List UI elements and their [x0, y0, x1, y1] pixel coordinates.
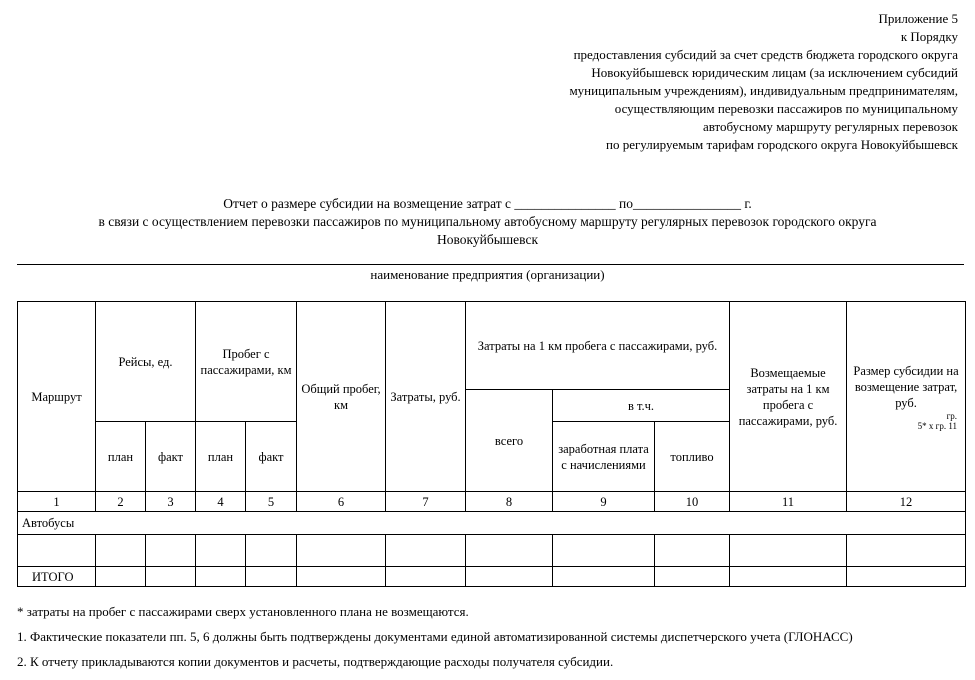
col-mileage-pass-header: Пробег с пассажирами, км — [196, 302, 297, 422]
total-row — [18, 567, 966, 587]
section-buses-label: Автобусы — [18, 512, 966, 535]
appendix-header — [569, 10, 958, 154]
table-cell[interactable] — [847, 535, 966, 567]
col-mileage-plan: план — [196, 422, 246, 492]
table-cell[interactable] — [297, 535, 386, 567]
col-trips-header: Рейсы, ед. — [96, 302, 196, 422]
table-cell[interactable] — [96, 567, 146, 587]
report-table — [17, 301, 966, 587]
section-row — [18, 512, 966, 535]
subsidy-gr: гр. — [946, 410, 958, 421]
report-title-line2: в связи с осуществлением перевозки пассажиров по муниципальному автобусному маршруту регулярных перевозок городского округа — [98, 214, 877, 229]
table-cell[interactable] — [297, 567, 386, 587]
table-row — [18, 535, 966, 567]
column-number: 1 — [18, 492, 96, 512]
column-number: 2 — [96, 492, 146, 512]
column-number: 10 — [655, 492, 730, 512]
table-cell[interactable] — [386, 567, 466, 587]
header-line: предоставления субсидий за счет средств бюджета городского округа — [573, 47, 958, 62]
table-cell[interactable] — [847, 567, 966, 587]
table-cell[interactable] — [655, 567, 730, 587]
org-name-line — [17, 264, 964, 265]
col-costs-header: Затраты, руб. — [386, 302, 466, 492]
table-cell[interactable] — [466, 567, 553, 587]
col-mileage-fact: факт — [246, 422, 297, 492]
table-cell[interactable] — [553, 535, 655, 567]
header-line: осуществляющим перевозки пассажиров по муниципальному — [614, 101, 958, 116]
column-number-row — [18, 492, 966, 512]
table-cell[interactable] — [18, 535, 96, 567]
report-title-line3: Новокуйбышевск — [436, 232, 539, 247]
table-cell[interactable] — [466, 535, 553, 567]
col-costs-per-km-header: Затраты на 1 км пробега с пассажирами, руб. — [466, 302, 730, 390]
col-salary-header: заработная плата с начислениями — [553, 422, 655, 492]
col-trips-fact: факт — [146, 422, 196, 492]
table-cell[interactable] — [246, 535, 297, 567]
header-line: муниципальным учреждениям), индивидуальным предпринимателям, — [569, 83, 958, 98]
table-cell[interactable] — [146, 567, 196, 587]
org-name-caption: наименование предприятия (организации) — [370, 267, 605, 282]
table-cell[interactable] — [386, 535, 466, 567]
table-cell[interactable] — [246, 567, 297, 587]
col-fuel-header: топливо — [655, 422, 730, 492]
footnote-star: * затраты на пробег с пассажирами сверх установленного плана не возмещаются. — [17, 604, 469, 619]
column-number: 6 — [297, 492, 386, 512]
subsidy-formula: 5* х гр. 11 — [917, 420, 958, 431]
header-line: к Порядку — [900, 29, 958, 44]
column-number: 4 — [196, 492, 246, 512]
table-cell[interactable] — [196, 535, 246, 567]
col-incl-header: в т.ч. — [553, 390, 730, 422]
report-title-line1: Отчет о размере субсидии на возмещение затрат с _______________ по________________ г. — [223, 196, 752, 211]
col-route-header: Маршрут — [18, 302, 96, 492]
col-total-header: всего — [466, 390, 553, 492]
column-number: 7 — [386, 492, 466, 512]
table-cell[interactable] — [146, 535, 196, 567]
column-number: 11 — [730, 492, 847, 512]
header-line: по регулируемым тарифам городского округа Новокуйбышевск — [605, 137, 958, 152]
column-number: 12 — [847, 492, 966, 512]
column-number: 9 — [553, 492, 655, 512]
column-number: 8 — [466, 492, 553, 512]
header-line: автобусному маршруту регулярных перевозок — [702, 119, 958, 134]
column-number: 5 — [246, 492, 297, 512]
table-cell[interactable] — [730, 535, 847, 567]
table-cell[interactable] — [196, 567, 246, 587]
column-number: 3 — [146, 492, 196, 512]
col-total-mileage-header: Общий пробег, км — [297, 302, 386, 492]
table-cell[interactable] — [553, 567, 655, 587]
itogo-label: ИТОГО — [18, 567, 96, 587]
col-reimbursable-header: Возмещаемые затраты на 1 км пробега с пассажирами, руб. — [730, 302, 847, 492]
header-line: Новокуйбышевск юридическим лицам (за исключением субсидий — [591, 65, 958, 80]
footnote-2: 2. К отчету прикладываются копии документов и расчеты, подтверждающие расходы получателя субсидии. — [17, 654, 614, 669]
subsidy-label: Размер субсидии на возмещение затрат, руб. — [853, 363, 959, 410]
header-line: Приложение 5 — [878, 11, 958, 26]
table-cell[interactable] — [655, 535, 730, 567]
table-cell[interactable] — [730, 567, 847, 587]
col-subsidy-header — [847, 302, 966, 492]
footnote-1: 1. Фактические показатели пп. 5, 6 должны быть подтверждены документами единой автоматизированной системы диспетчерского учета (ГЛОНАСС) — [17, 629, 853, 644]
table-cell[interactable] — [96, 535, 146, 567]
col-trips-plan: план — [96, 422, 146, 492]
